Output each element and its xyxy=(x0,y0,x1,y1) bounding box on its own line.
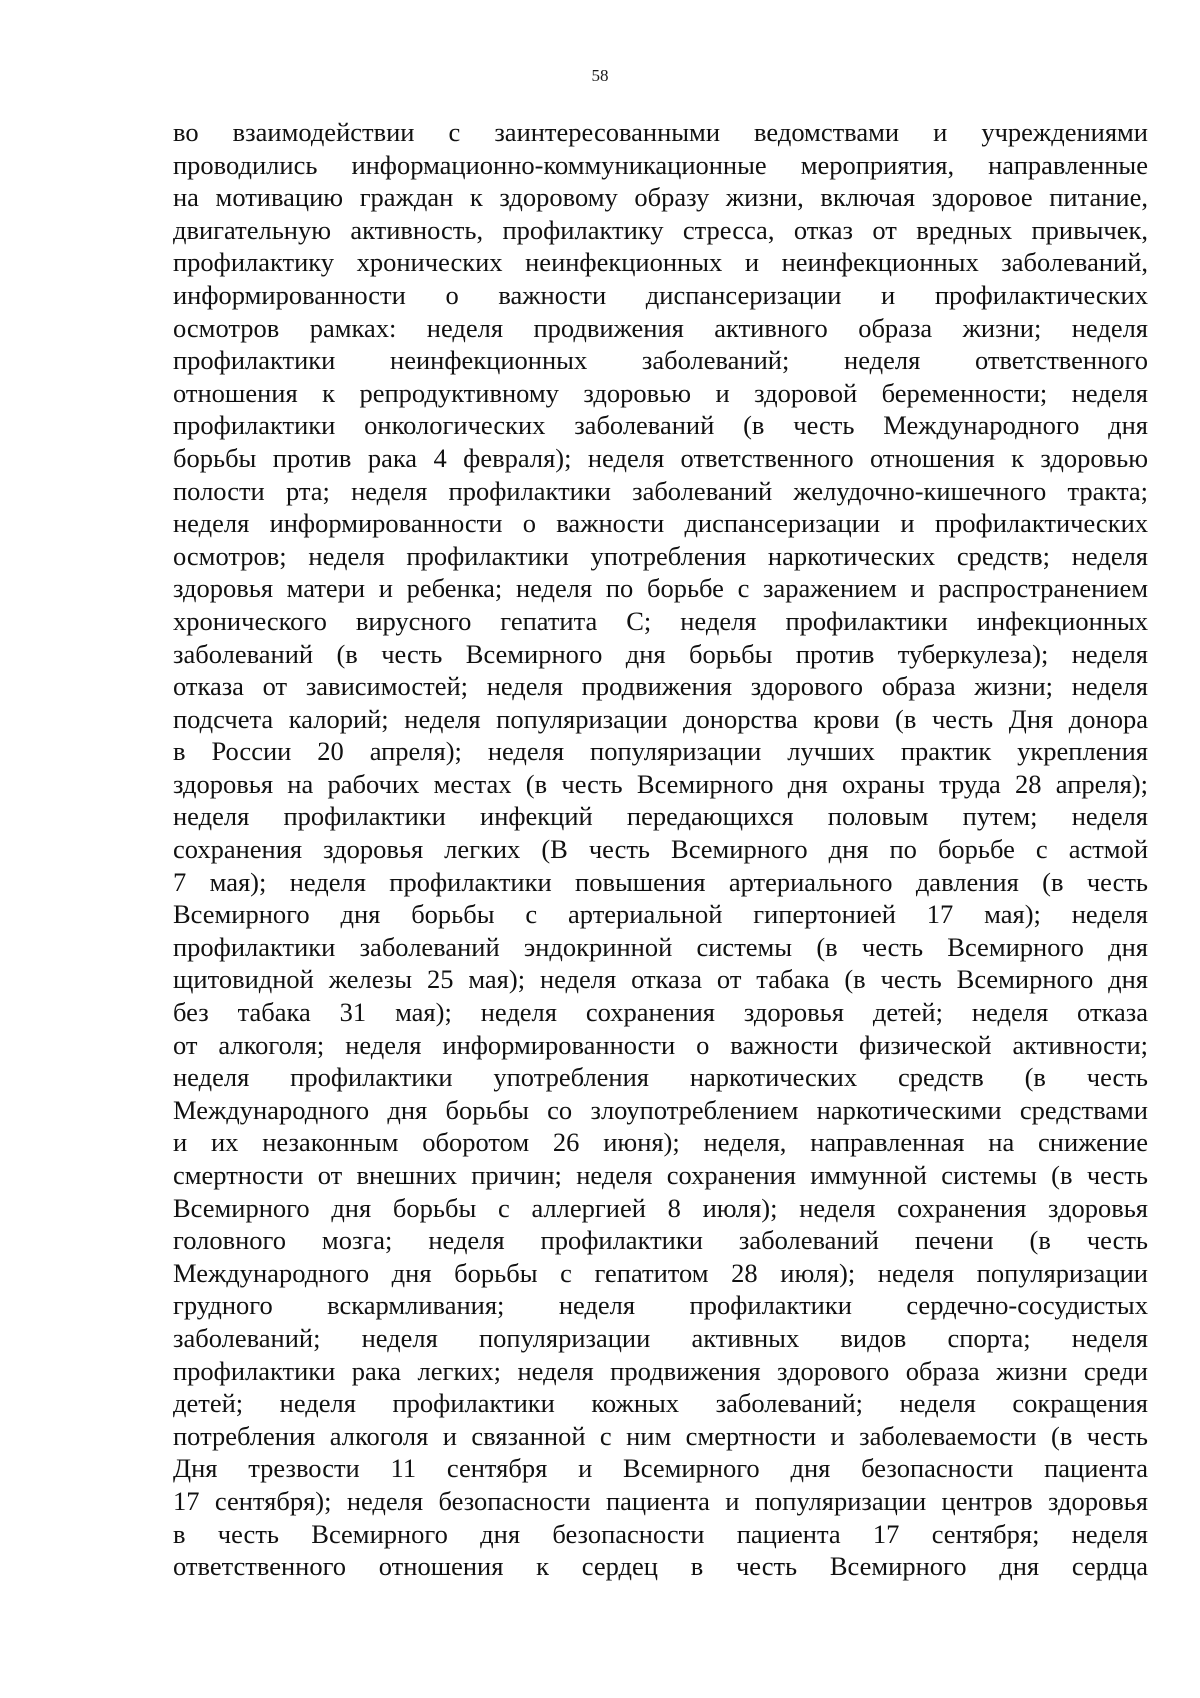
text-line: Международного дня борьбы со злоупотреблением наркотическими средствами xyxy=(173,1094,1148,1125)
text-line: полости рта; неделя профилактики заболеваний желудочно-кишечного тракта; xyxy=(173,475,1148,506)
text-line: неделя профилактики употребления наркотических средств (в честь xyxy=(173,1062,1148,1093)
text-line: осмотров рамках: неделя продвижения активного образа жизни; неделя xyxy=(173,312,1148,343)
text-line: здоровья матери и ребенка; неделя по борьбе с заражением и распространением xyxy=(173,573,1148,604)
text-line: хронического вирусного гепатита С; неделя профилактики инфекционных xyxy=(173,605,1148,636)
text-line: 7 мая); неделя профилактики повышения артериального давления (в честь xyxy=(173,866,1148,897)
text-line: заболеваний (в честь Всемирного дня борьбы против туберкулеза); неделя xyxy=(173,638,1148,669)
text-line: ответственного отношения к сердец в честь Всемирного дня сердца xyxy=(173,1551,1148,1582)
text-line: подсчета калорий; неделя популяризации донорства крови (в честь Дня донора xyxy=(173,703,1148,734)
text-line: профилактики онкологических заболеваний (в честь Международного дня xyxy=(173,410,1148,441)
text-line: информированности о важности диспансеризации и профилактических xyxy=(173,279,1148,310)
text-line: осмотров; неделя профилактики употребления наркотических средств; неделя xyxy=(173,540,1148,571)
text-line: проводились информационно-коммуникационные мероприятия, направленные xyxy=(173,149,1148,180)
text-line: отказа от зависимостей; неделя продвижения здорового образа жизни; неделя xyxy=(173,671,1148,702)
text-line: профилактики заболеваний эндокринной системы (в честь Всемирного дня xyxy=(173,931,1148,962)
text-line: в честь Всемирного дня безопасности пациента 17 сентября; неделя xyxy=(173,1518,1148,1549)
text-line: профилактики неинфекционных заболеваний; неделя ответственного xyxy=(173,345,1148,376)
text-line: без табака 31 мая); неделя сохранения здоровья детей; неделя отказа xyxy=(173,997,1148,1028)
text-line: детей; неделя профилактики кожных заболеваний; неделя сокращения xyxy=(173,1388,1148,1419)
text-line: во взаимодействии с заинтересованными ведомствами и учреждениями xyxy=(173,117,1148,147)
text-line: неделя профилактики инфекций передающихся половым путем; неделя xyxy=(173,801,1148,832)
text-line: профилактику хронических неинфекционных и неинфекционных заболеваний, xyxy=(173,247,1148,278)
text-line: отношения к репродуктивному здоровью и здоровой беременности; неделя xyxy=(173,377,1148,408)
text-line: в России 20 апреля); неделя популяризации лучших практик укрепления xyxy=(173,736,1148,767)
text-line: борьбы против рака 4 февраля); неделя ответственного отношения к здоровью xyxy=(173,442,1148,473)
text-line: грудного вскармливания; неделя профилактики сердечно-сосудистых xyxy=(173,1290,1148,1321)
text-line: смертности от внешних причин; неделя сохранения иммунной системы (в честь xyxy=(173,1160,1148,1190)
text-line: Дня трезвости 11 сентября и Всемирного дня безопасности пациента xyxy=(173,1453,1148,1484)
text-line: 17 сентября); неделя безопасности пациента и популяризации центров здоровья xyxy=(173,1485,1148,1516)
text-line: и их незаконным оборотом 26 июня); неделя, направленная на снижение xyxy=(173,1127,1148,1158)
text-line: Всемирного дня борьбы с артериальной гипертонией 17 мая); неделя xyxy=(173,899,1148,930)
text-line: от алкоголя; неделя информированности о важности физической активности; xyxy=(173,1029,1148,1060)
body-text xyxy=(173,116,1148,1583)
text-line: щитовидной железы 25 мая); неделя отказа от табака (в честь Всемирного дня xyxy=(173,964,1148,995)
text-line: двигательную активность, профилактику стресса, отказ от вредных привычек, xyxy=(173,214,1148,245)
text-line: неделя информированности о важности диспансеризации и профилактических xyxy=(173,508,1148,539)
text-line: заболеваний; неделя популяризации активных видов спорта; неделя xyxy=(173,1322,1148,1353)
text-line: головного мозга; неделя профилактики заболеваний печени (в честь xyxy=(173,1225,1148,1256)
text-line: сохранения здоровья легких (В честь Всемирного дня по борьбе с астмой xyxy=(173,834,1148,865)
text-line: потребления алкоголя и связанной с ним смертности и заболеваемости (в честь xyxy=(173,1420,1148,1451)
text-line: Международного дня борьбы с гепатитом 28 июля); неделя популяризации xyxy=(173,1257,1148,1288)
text-line: Всемирного дня борьбы с аллергией 8 июля); неделя сохранения здоровья xyxy=(173,1192,1148,1223)
text-line: на мотивацию граждан к здоровому образу жизни, включая здоровое питание, xyxy=(173,182,1148,213)
text-line: здоровья на рабочих местах (в честь Всемирного дня охраны труда 28 апреля); xyxy=(173,768,1148,799)
page-number: 58 xyxy=(591,66,609,85)
text-line: профилактики рака легких; неделя продвижения здорового образа жизни среди xyxy=(173,1355,1148,1386)
